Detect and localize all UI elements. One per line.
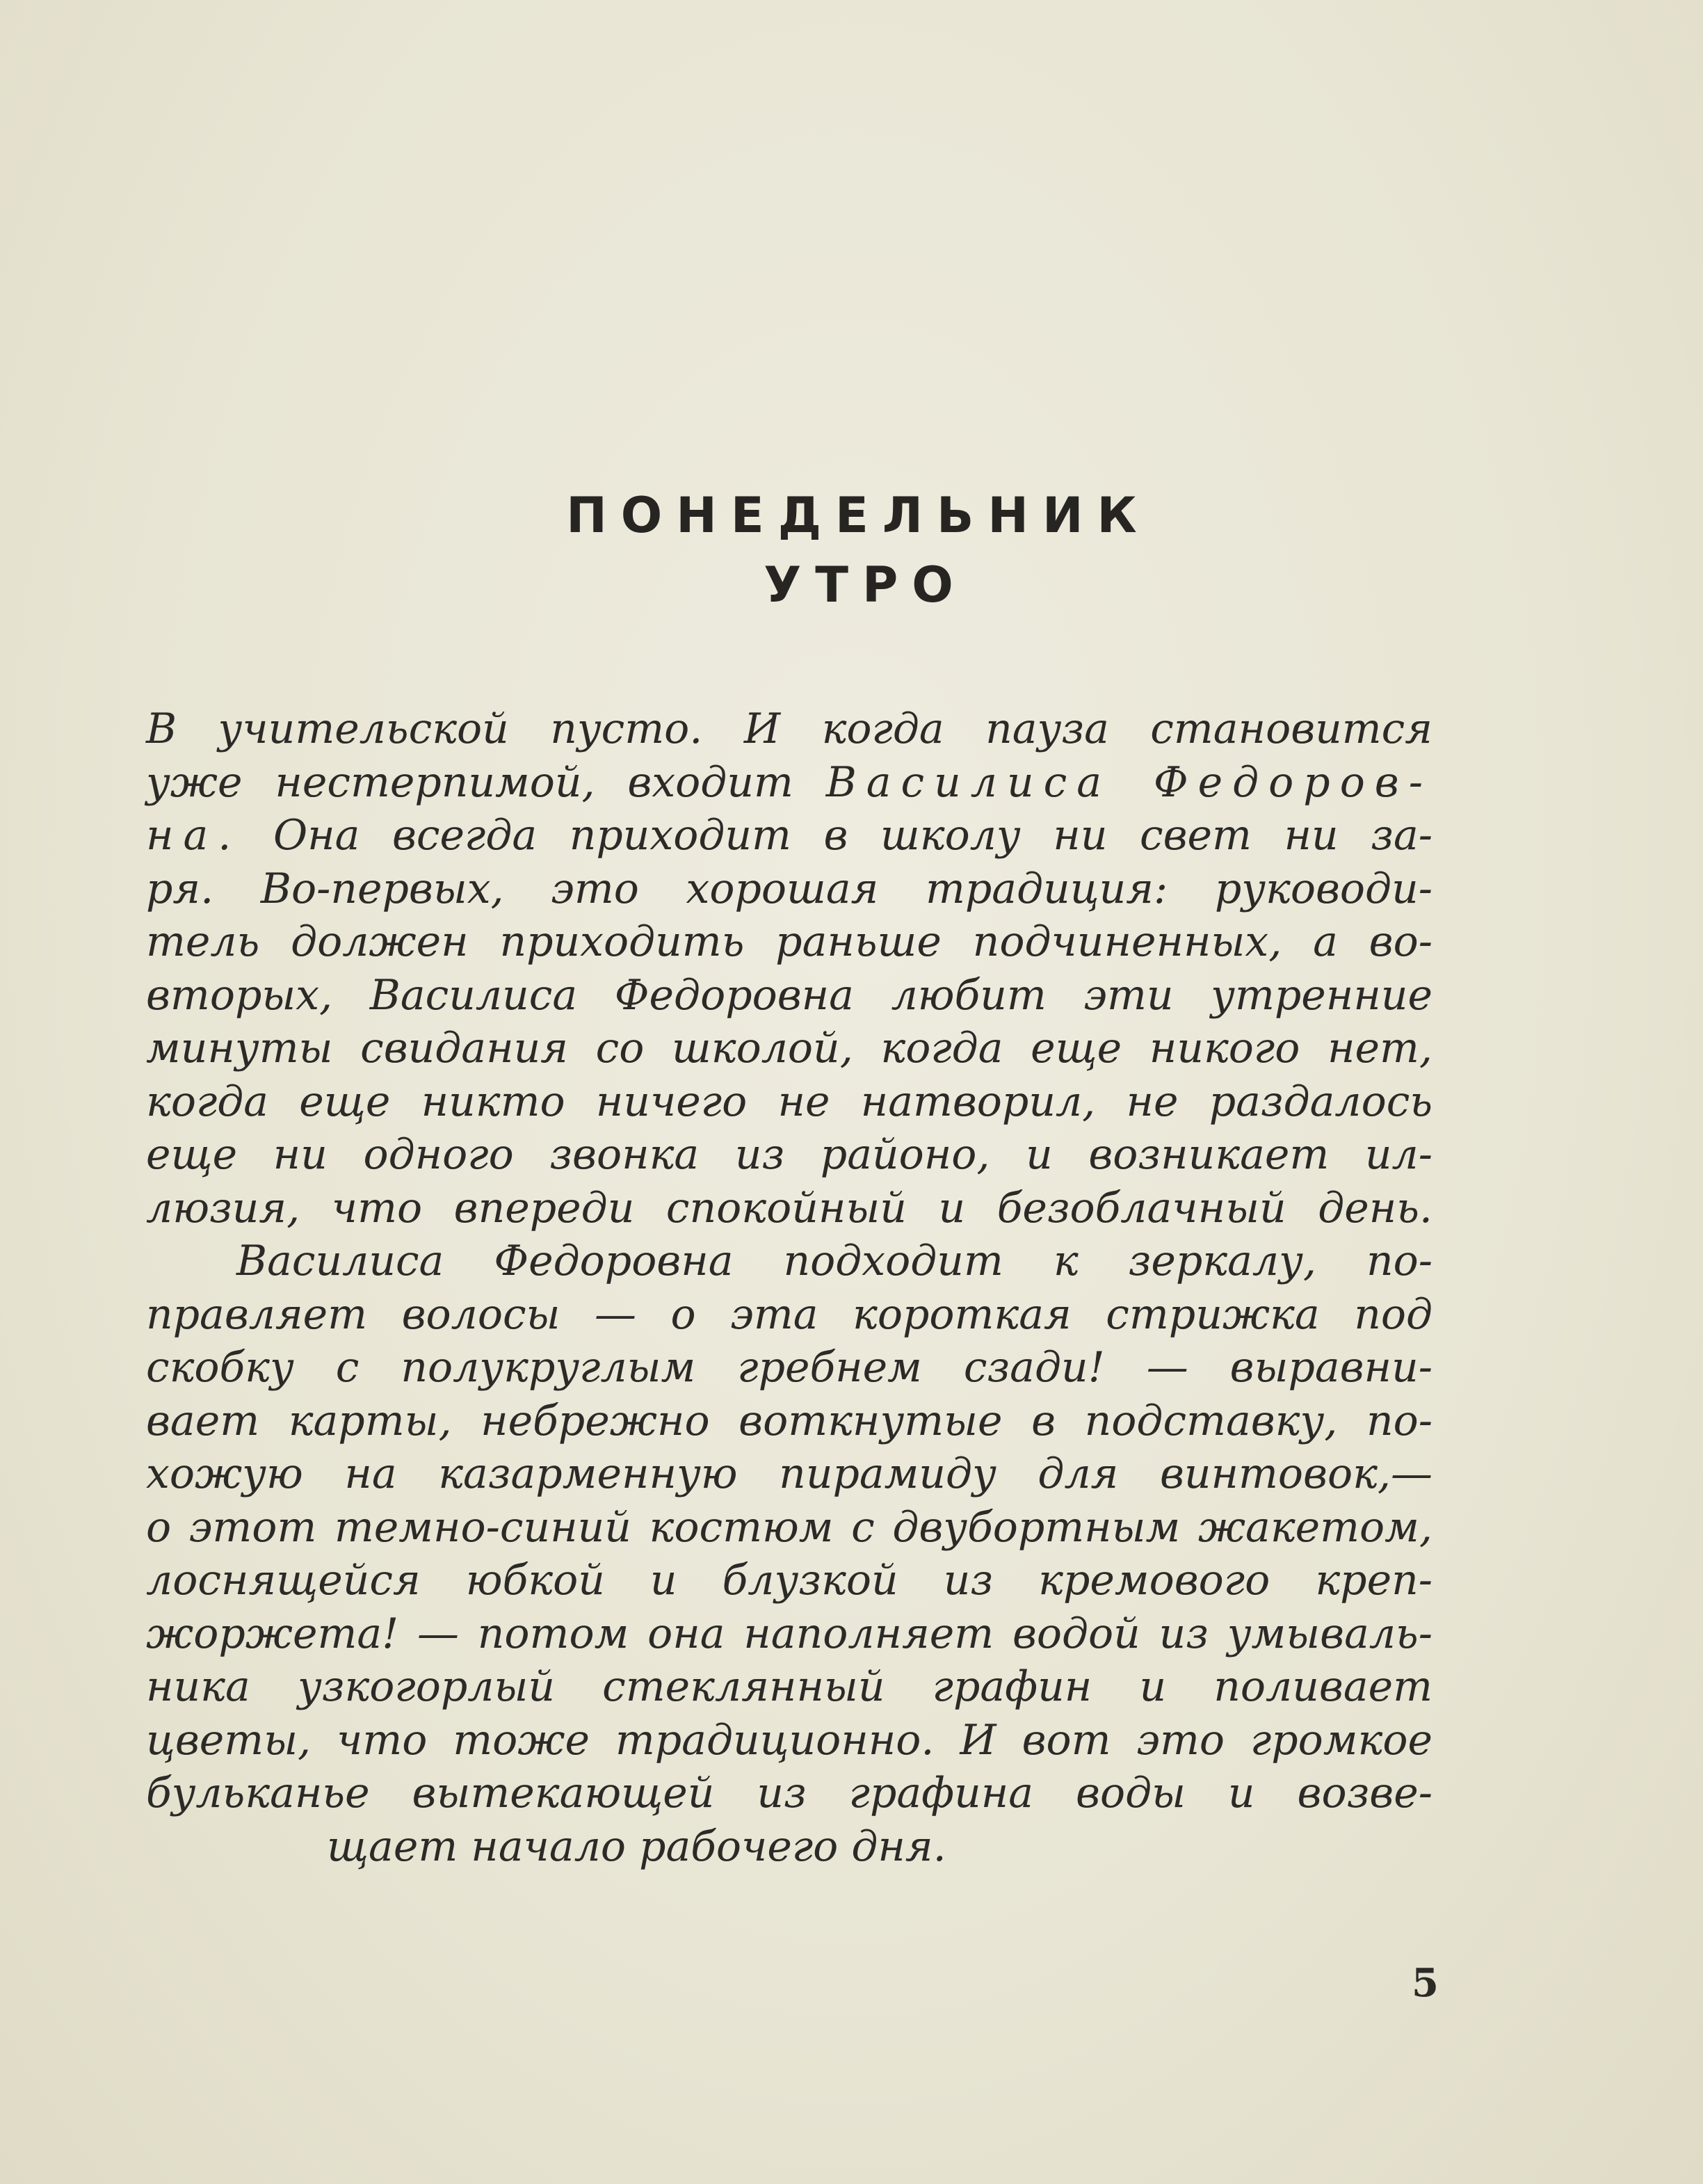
page-number: 5	[1412, 1960, 1439, 2006]
text-fragment: Она всегда приходит в школу ни свет ни за-	[273, 811, 1432, 860]
text-line: лоснящейся юбкой и блузкой из кремового креп-	[146, 1556, 1432, 1605]
text-line: тель должен приходить раньше подчиненных, а во-	[146, 917, 1432, 966]
text-line: еще ни одного звонка из районо, и возникает ил-	[146, 1130, 1432, 1179]
text-line: люзия, что впереди спокойный и безоблачный день.	[146, 1183, 1432, 1232]
text-line: жоржета! — потом она наполняет водой из умываль-	[146, 1609, 1432, 1658]
text-line: хожую на казарменную пирамиду для винтовок,—	[146, 1450, 1432, 1498]
emphasized-name: Василиса Федоров-	[825, 757, 1433, 807]
text-line: Василиса Федоровна подходит к зеркалу, по-	[236, 1237, 1432, 1285]
text-line: ника узкогорлый стеклянный графин и поливает	[146, 1662, 1432, 1711]
text-line: правляет волосы — о эта короткая стрижка под	[146, 1290, 1432, 1339]
text-line: о этот темно-синий костюм с двубортным жакетом,	[146, 1502, 1432, 1552]
text-line: скобку с полукруглым гребнем сзади! — выравни-	[146, 1343, 1432, 1392]
text-line: минуты свидания со школой, когда еще никого нет,	[146, 1024, 1432, 1073]
chapter-subtitle: УТРО	[764, 556, 967, 613]
text-fragment: уже нестерпимой, входит	[146, 757, 793, 807]
emphasized-name-end: на.	[146, 811, 241, 860]
text-line: бульканье вытекающей из графина воды и возве-	[146, 1769, 1432, 1817]
text-line: щает начало рабочего дня.	[327, 1822, 946, 1871]
text-line: вает карты, небрежно воткнутые в подставку, по-	[146, 1396, 1432, 1445]
chapter-title: ПОНЕДЕЛЬНИК	[566, 487, 1151, 544]
paragraph-2	[146, 1235, 1432, 1873]
paragraph-1	[146, 702, 1432, 1235]
text-line	[146, 756, 1432, 810]
text-line: цветы, что тоже традиционно. И вот это громкое	[146, 1715, 1432, 1765]
text-line: В учительской пусто. И когда пауза становится	[146, 705, 1432, 753]
text-line: вторых, Василиса Федоровна любит эти утренние	[146, 970, 1432, 1020]
text-line	[146, 809, 1432, 862]
text-line: когда еще никто ничего не натворил, не раздалось	[146, 1077, 1432, 1126]
text-line: ря. Во-первых, это хорошая традиция: руководи-	[146, 864, 1432, 913]
